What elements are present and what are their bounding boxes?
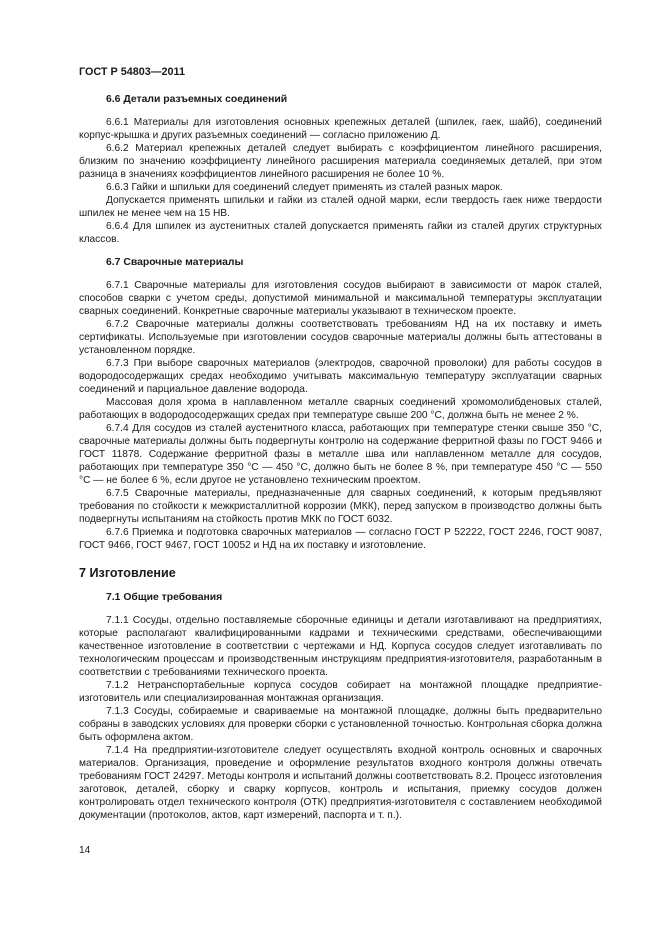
document-code-header: ГОСТ Р 54803—2011 (79, 66, 185, 78)
chapter-heading-7: 7 Изготовление (79, 566, 176, 580)
paragraph-6-6-4: 6.6.4 Для шпилек из аустенитных сталей допускается применять гайки из сталей других структурных классов. (79, 221, 602, 245)
paragraph-6-7-6: 6.7.6 Приемка и подготовка сварочных материалов — согласно ГОСТ Р 52222, ГОСТ 2246, ГОСТ 9087, ГОСТ 9466, ГОСТ 9467, ГОСТ 10052 и НД на их поставку и изготовление. (79, 527, 602, 551)
paragraph-6-7-1: 6.7.1 Сварочные материалы для изготовления сосудов выбирают в зависимости от марок сталей, способов сварки с учетом среды, допустимой минимальной и максимальной температуры эксплуатации сварных соединений. Конкретные сварочные материалы указывают в техническом проекте. (79, 280, 602, 317)
paragraph-6-6-2: 6.6.2 Материал крепежных деталей следует выбирать с коэффициентом линейного расширения, близким по значению коэффициенту линейного расширения материала соединяемых деталей, при этом разница в значениях коэффициентов линейного расширения не более 10 %. (79, 143, 602, 180)
paragraph-6-7-3-note: Массовая доля хрома в наплавленном металле сварных соединений хромомолибденовых сталей, работающих в водородосодержащих средах при температуре свыше 200 °С, должна быть не менее 2 %. (79, 397, 602, 421)
paragraph-6-6-3-note: Допускается применять шпильки и гайки из сталей одной марки, если твердость гаек ниже твердости шпилек не менее чем на 15 НВ. (79, 195, 602, 219)
paragraph-6-7-4: 6.7.4 Для сосудов из сталей аустенитного класса, работающих при температуре стенки свыше 350 °С, сварочные материалы должны быть подвергнуты контролю на содержание ферритной фазы по ГОСТ 9466 и ГОСТ 11878. Содержание ферритной фазы в металле шва или наплавленном металле для сосудов, работающих при температуре 350 °С — 450 °С, должно быть не более 8 %, при температуре 450 °С — 550 °С — не более 6 %, если другое не установлено техническим проектом. (79, 423, 602, 486)
paragraph-7-1-2: 7.1.2 Нетранспортабельные корпуса сосудов собирает на монтажной площадке предприятие-изготовитель или специализированная монтажная организация. (79, 680, 602, 704)
paragraph-6-7-3: 6.7.3 При выборе сварочных материалов (электродов, сварочной проволоки) для работы сосудов в водородосодержащих средах необходимо учитывать максимальную температуру эксплуатации сварных соединений и парциальное давление водорода. (79, 358, 602, 395)
paragraph-7-1-3: 7.1.3 Сосуды, собираемые и свариваемые на монтажной площадке, должны быть предварительно собраны в заводских условиях для проверки сборки с установленной точностью. Контрольная сборка должна быть оформлена актом. (79, 706, 602, 743)
section-heading-6-7: 6.7 Сварочные материалы (106, 257, 244, 268)
paragraph-6-7-2: 6.7.2 Сварочные материалы должны соответствовать требованиям НД на их поставку и иметь сертификаты. Используемые при изготовлении сосудов сварочные материалы должны быть аттестованы в установленном порядке. (79, 319, 602, 356)
paragraph-6-6-3: 6.6.3 Гайки и шпильки для соединений следует применять из сталей разных марок. (106, 182, 503, 193)
paragraph-6-6-1: 6.6.1 Материалы для изготовления основных крепежных деталей (шпилек, гаек, шайб), соединений корпус-крышка и других разъемных соединений — согласно приложению Д. (79, 117, 602, 141)
paragraph-7-1-4: 7.1.4 На предприятии-изготовителе следует осуществлять входной контроль основных и сварочных материалов. Организация, проведение и оформление результатов входного контроля должны отвечать требованиям ГОСТ 24297. Методы контроля и испытаний должны соответствовать 8.2. Процесс изготовления заготовок, деталей, сборку и сварку корпусов, контроль и испытания, приемку сосудов должен контролировать отдел технического контроля (ОТК) предприятия-изготовителя с составлением необходимой документации (протоколов, актов, карт измерений, паспорта и т. п.). (79, 745, 602, 821)
section-heading-6-6: 6.6 Детали разъемных соединений (106, 94, 288, 105)
paragraph-6-7-5: 6.7.5 Сварочные материалы, предназначенные для сварных соединений, к которым предъявляют требования по стойкости к межкристаллитной коррозии (МКК), перед запуском в производство должны быть подвергнуты испытаниям на стойкость против МКК по ГОСТ 6032. (79, 488, 602, 525)
section-heading-7-1: 7.1 Общие требования (106, 592, 223, 603)
paragraph-7-1-1: 7.1.1 Сосуды, отдельно поставляемые сборочные единицы и детали изготавливают на предприятиях, которые располагают квалифицированными кадрами и техническими средствами, обеспечивающими качественное изготовление в соответствии с чертежами и НД. Корпуса сосудов следует изготавливать по технологическим процессам и производственным инструкциям предприятия-изготовителя, разработанным в соответствии с требованиями технического проекта. (79, 615, 602, 678)
page-number: 14 (79, 845, 91, 856)
page-content (79, 93, 602, 822)
